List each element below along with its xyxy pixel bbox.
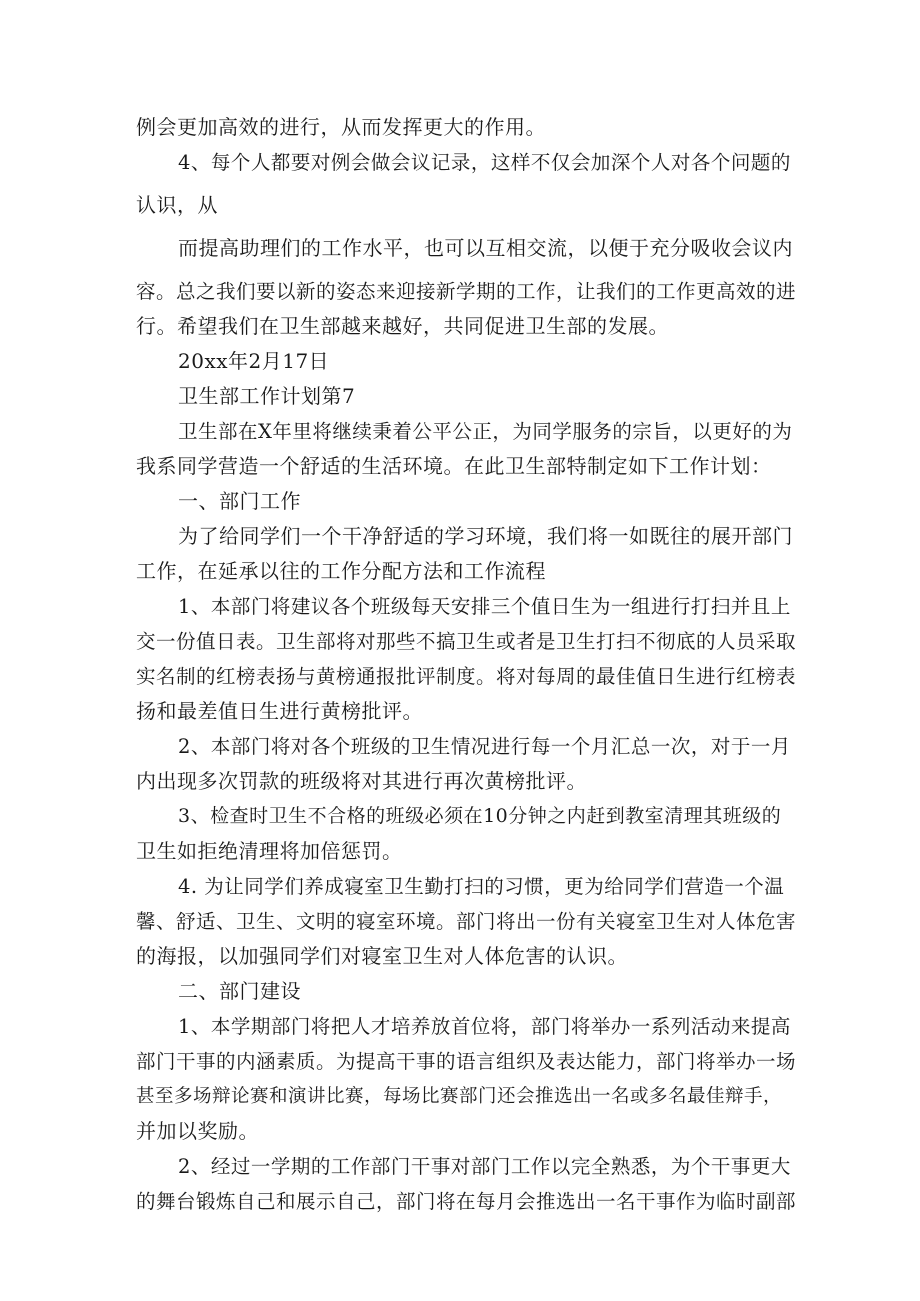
document-line: 扬和最差值日生进行黄榜批评。 <box>136 699 423 723</box>
document-line: 卫生部工作计划第7 <box>178 384 356 408</box>
document-line: 内出现多次罚款的班级将对其进行再次黄榜批评。 <box>136 769 587 793</box>
document-line: 容。总之我们要以新的姿态来迎接新学期的工作，让我们的工作更高效的进 <box>136 280 797 303</box>
document-line: 4. 为让同学们养成寝室卫生勤打扫的习惯，更为给同学们营造一个温 <box>178 875 785 898</box>
document-line: 甚至多场辩论赛和演讲比赛，每场比赛部门还会推选出一名或多名最佳辩手， <box>136 1086 783 1107</box>
document-line: 为了给同学们一个干净舒适的学习环境，我们将一如既往的展开部门 <box>178 524 793 548</box>
document-line: 卫生如拒绝清理将加倍惩罚。 <box>136 839 403 863</box>
document-line: 交一份值日表。卫生部将对那些不搞卫生或者是卫生打扫不彻底的人员采取 <box>136 630 797 653</box>
document-line: 馨、舒适、卫生、文明的寝室环境。部门将出一份有关寝室卫生对人体危害 <box>136 910 797 933</box>
document-line: 1、本学期部门将把人才培养放首位将，部门将举办一系列活动来提高 <box>178 1015 791 1038</box>
document-line: 的舞台锻炼自己和展示自己，部门将在每月会推选出一名干事作为临时副部 <box>136 1190 797 1213</box>
document-line: 例会更加高效的进行，从而发挥更大的作用。 <box>136 115 546 139</box>
document-line: 工作，在延承以往的工作分配方法和工作流程 <box>136 559 546 583</box>
document-line: 实名制的红榜表扬与黄榜通报批评制度。将对每周的最佳值日生进行红榜表 <box>136 665 797 688</box>
document-page <box>136 110 796 1219</box>
document-line: 我系同学营造一个舒适的生活环境。在此卫生部特制定如下工作计划： <box>136 454 772 478</box>
document-line: 卫生部在X年里将继续秉着公平公正，为同学服务的宗旨，以更好的为 <box>178 420 793 443</box>
document-line: 2、经过一学期的工作部门干事对部门工作以完全熟悉，为个干事更大 <box>178 1155 791 1178</box>
document-line: 而提高助理们的工作水平，也可以互相交流，以便于充分吸收会议内 <box>178 236 793 260</box>
document-line: 3、检查时卫生不合格的班级必须在10分钟之内赶到教室清理其班级的 <box>178 805 782 827</box>
document-line: 一、部门工作 <box>178 489 301 513</box>
document-line: 的海报，以加强同学们对寝室卫生对人体危害的认识。 <box>136 944 628 968</box>
document-line: 2、本部门将对各个班级的卫生情况进行每一个月汇总一次，对于一月 <box>178 735 791 758</box>
document-line: 部门干事的内涵素质。为提高干事的语言组织及表达能力，部门将举办一场 <box>136 1050 797 1073</box>
document-line: 4、每个人都要对例会做会议记录，这样不仅会加深个人对各个问题的 <box>178 151 791 174</box>
document-line: 二、部门建设 <box>178 979 301 1003</box>
document-line: 认识，从 <box>136 193 218 217</box>
document-line: 并加以奖励。 <box>136 1119 259 1143</box>
document-line: 20xx年2月17日 <box>178 349 330 373</box>
document-line: 行。希望我们在卫生部越来越好，共同促进卫生部的发展。 <box>136 314 669 338</box>
document-line: 1、本部门将建议各个班级每天安排三个值日生为一组进行打扫并且上 <box>178 595 791 618</box>
